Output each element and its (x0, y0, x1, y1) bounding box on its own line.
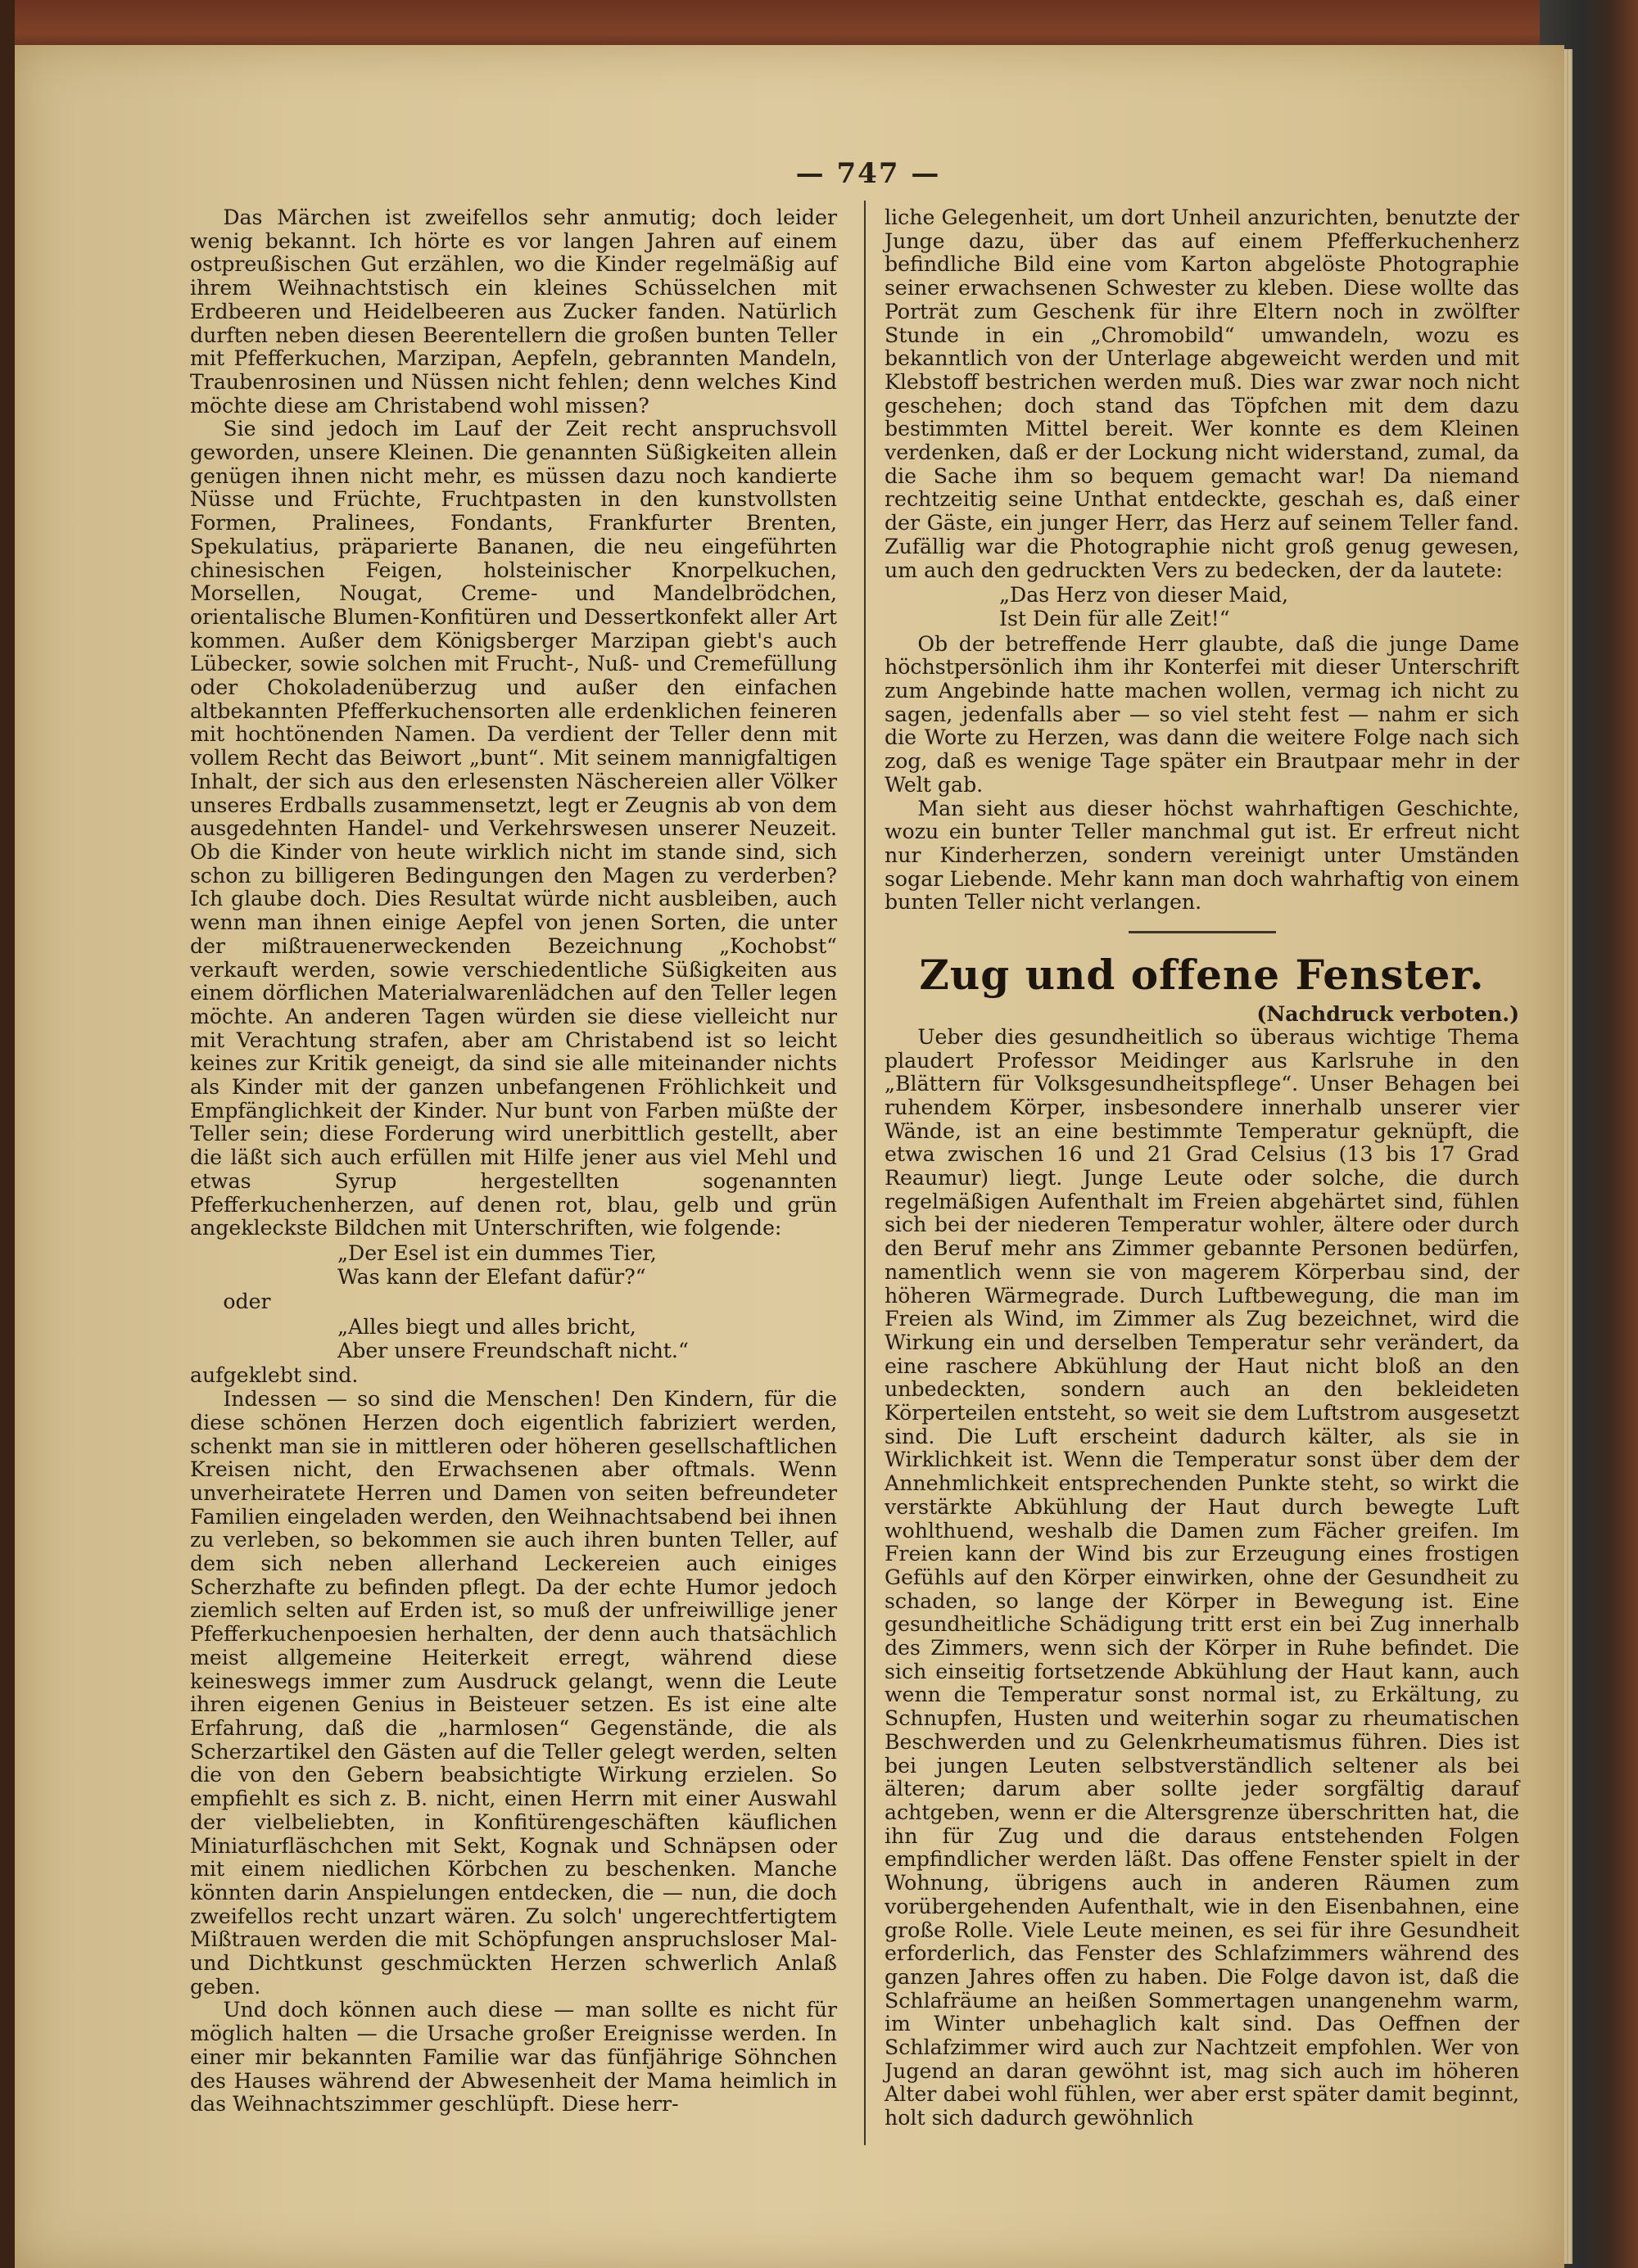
paragraph: Man sieht aus dieser höchst wahrhaftigen Geschichte, wozu ein bunter Teller manchmal gut ist. Er erfreut nicht nur Kinderherzen, sondern vereinigt unter Umständen sogar Liebende. Mehr kann man doch wahrhaftig von einem bunten Teller nicht verlangen. (885, 796, 1519, 915)
verse-line: Was kann der Elefant dafür?“ (337, 1264, 646, 1289)
paragraph: Und doch können auch diese — man sollte es nicht für möglich halten — die Ursache großer Ereignisse werden. In einer mir bekannten Familie war das fünfjährige Söhnchen des Hauses während der Abwesenheit der Mama heimlich in das Weihnachtszimmer geschlüpft. Diese herr- (190, 1998, 837, 2117)
left-column (190, 206, 837, 2117)
verse (337, 1316, 837, 1362)
verse-line: „Der Esel ist ein dummes Tier, (337, 1240, 657, 1265)
reprint-note: (Nachdruck verboten.) (1256, 1001, 1519, 1027)
verse (999, 584, 1519, 630)
verse (337, 1242, 837, 1289)
connector-word: oder (223, 1290, 271, 1314)
paragraph: Sie sind jedoch im Lauf der Zeit recht anspruchsvoll geworden, unsere Kleinen. Die genannten Süßigkeiten allein genügen ihnen nicht mehr, es müssen dazu noch kandierte Nüsse und Früchte, Fruchtpasten in den kunstvollsten Formen, Pralinees, Fondants, Frankfurter Brenten, Spekulatius, präparierte Bananen, die neu eingeführten chinesischen Feigen, holsteinischer Knorpelkuchen, Morsellen, Nougat, Creme- und Mandelbrödchen, orientalische Blumen-Konfitüren und Dessertkonfekt aller Art kommen. Außer dem Königsberger Marzipan giebt's auch Lübecker, sowie solchen mit Frucht-, Nuß- und Cremefüllung oder Chokoladenüberzug und außer den einfachen altbekannten Pfefferkuchensorten alle erdenklichen feineren mit hochtönenden Namen. Da verdient der Teller denn mit vollem Recht das Beiwort „bunt“. Mit seinem mannigfaltigen Inhalt, der sich aus den erlesensten Näschereien aller Völker unseres Erdballs zusammensetzt, legt er Zeugnis ab von dem ausgedehnten Handel- und Verkehrswesen unserer Neuzeit. Ob die Kinder von heute wirklich nicht im stande sind, sich schon zu billigeren Bedingungen den Magen zu verderben? Ich glaube doch. Dies Resultat würde nicht ausbleiben, auch wenn man ihnen einige Aepfel von jenen Sorten, die unter der mißtrauenerweckenden Bezeichnung „Kochobst“ verkauft werden, sowie verschiedentliche Süßigkeiten aus einem dörflichen Materialwarenlädchen auf den Teller legen möchte. An anderen Tagen würden sie diese vielleicht nur mit Verachtung strafen, aber am Christabend ist so leicht keines zur Kritik geneigt, da sind sie alle miteinander nichts als Kinder mit der ganzen unbefangenen Fröhlichkeit und Empfänglichkeit der Kinder. Nur bunt von Farben müßte der Teller sein; diese Forderung wird unerbittlich gestellt, aber die läßt sich auch erfüllen mit Hilfe jener aus viel Mehl und etwas Syrup hergestellten sogenannten Pfefferkuchenherzen, auf denen rot, blau, gelb und grün angekleckste Bildchen mit Unterschriften, wie folgende: (190, 417, 837, 1240)
paragraph: liche Gelegenheit, um dort Unheil anzurichten, benutzte der Junge dazu, über das auf einem Pfefferkuchenherz befindliche Bild eine vom Karton abgelöste Photographie seiner erwachsenen Schwester zu kleben. Diese wollte das Porträt zum Geschenk für ihre Eltern noch in zwölfter Stunde in ein „Chromobild“ umwandeln, wozu es bekanntlich von der Unterlage abgeweicht werden und mit Klebstoff bestrichen werden muß. Dies war zwar noch nicht geschehen; doch stand das Töpfchen mit dem dazu bestimmten Mittel bereit. Wer konnte es dem Kleinen verdenken, daß er der Lockung nicht widerstand, zumal, da die Sache ihm so bequem gemacht war! Da niemand rechtzeitig seine Unthat entdeckte, geschah es, daß einer der Gäste, ein junger Herr, das Herz auf seinem Teller fand. Zufällig war die Photographie nicht groß genug gewesen, um auch den gedruckten Vers zu bedecken, der da lautete: (885, 206, 1519, 582)
page-number: — 747 — (795, 157, 941, 190)
section-divider (1129, 931, 1276, 933)
paragraph: Ueber dies gesundheitlich so überaus wichtige Thema plaudert Professor Meidinger aus Karlsruhe in den „Blättern für Volksgesundheitspflege“. Unser Behagen bei ruhendem Körper, insbesondere innerhalb unserer vier Wände, ist an eine bestimmte Temperatur geknüpft, die etwa zwischen 16 und 21 Grad Celsius (13 bis 17 Grad Reaumur) liegt. Junge Leute oder solche, die durch regelmäßigen Aufenthalt im Freien abgehärtet sind, fühlen sich bei der niederen Temperatur wohler, ältere oder durch den Beruf mehr ans Zimmer gebannte Personen bedürfen, namentlich wenn sie von magerem Körperbau sind, der höheren Wärmegrade. Durch Luftbewegung, die man im Freien als Wind, im Zimmer als Zug bezeichnet, wird die Wirkung ein und derselben Temperatur sehr verändert, da eine raschere Abkühlung der Haut nicht bloß an den unbedeckten, sondern auch an den bekleideten Körperteilen entsteht, so weit sie dem Luftstrom ausgesetzt sind. Die Luft erscheint dadurch kälter, als sie in Wirklichkeit ist. Wenn die Temperatur sonst über dem der Annehmlichkeit entsprechenden Punkte steht, so wirkt die verstärkte Abkühlung der Haut durch bewegte Luft wohlthuend, weshalb die Damen zum Fächer greifen. Im Freien kann der Wind bis zur Erzeugung eines frostigen Gefühls auf den Körper einwirken, ohne der Gesundheit zu schaden, so lange der Körper in Bewegung ist. Eine gesundheitliche Schädigung tritt erst ein bei Zug innerhalb des Zimmers, wenn sich der Körper in Ruhe befindet. Die sich einseitig fortsetzende Abkühlung der Haut kann, auch wenn die Temperatur sonst normal ist, zu Erkältung, zu Schnupfen, Husten und weiterhin sogar zu rheumatischen Beschwerden und zu Gelenkrheumatismus führen. Dies ist bei jungen Leuten selbstverständlich seltener als bei älteren; darum aber sollte jeder sorgfältig darauf achtgeben, wenn er die Altersgrenze überschritten hat, die ihn für Zug und die daraus entstehenden Folgen empfindlicher werden läßt. Das offene Fenster spielt in der Wohnung, übrigens auch in anderen Räumen zum vorübergehenden Aufenthalt, wie in den Eisenbahnen, eine große Rolle. Viele Leute meinen, es sei für ihre Gesundheit erforderlich, das Fenster des Schlafzimmers während des ganzen Jahres offen zu haben. Die Folge davon ist, daß die Schlafräume an heißen Sommertagen unangenehm warm, im Winter unbehaglich kalt sind. Das Oeffnen der Schlafzimmer wird auch zur Nachtzeit empfohlen. Wer von Jugend an daran gewöhnt ist, mag sich auch im höheren Alter dabei wohl fühlen, wer aber erst später damit beginnt, holt sich dadurch gewöhnlich (885, 1024, 1519, 2130)
verse-line: „Das Herz von dieser Maid, (999, 583, 1288, 608)
paragraph: aufgeklebt sind. (190, 1363, 359, 1388)
column-divider (864, 201, 866, 2145)
paragraph: Indessen — so sind die Menschen! Den Kindern, für die diese schönen Herzen doch eigentlich fabriziert werden, schenkt man sie in mittleren oder höheren gesellschaftlichen Kreisen nicht, den Erwachsenen aber oftmals. Wenn unverheiratete Herren und Damen von seiten befreundeter Familien eingeladen werden, den Weihnachtsabend bei ihnen zu verleben, so bekommen sie auch ihren bunten Teller, auf dem sich neben allerhand Leckereien auch einiges Scherzhafte zu befinden pflegt. Da der echte Humor jedoch ziemlich selten auf Erden ist, so muß der unfreiwillige jener Pfefferkuchenpoesien herhalten, der denn auch thatsächlich meist allgemeine Heiterkeit erregt, während diese keineswegs immer zum Ausdruck gelangt, wenn die Leute ihren eigenen Genius in Beisteuer setzen. Es ist eine alte Erfahrung, daß die „harmlosen“ Gegenstände, die als Scherzartikel den Gästen auf die Teller gelegt werden, selten die von den Gebern beabsichtigte Wirkung erzielen. So empfiehlt es sich z. B. nicht, einen Herrn mit einer Auswahl der vielbeliebten, in Konfitürengeschäften käuflichen Miniaturfläschchen mit Sekt, Kognak und Schnäpsen oder mit einem niedlichen Körbchen zu beschenken. Manche könnten darin Anspielungen entdecken, die — nun, die doch zweifellos recht unzart wären. Zu solch' ungerechtfertigtem Mißtrauen werden die mit Schöpfungen anspruchsloser Mal- und Dichtkunst geschmückten Herzen schwerlich Anlaß geben. (190, 1387, 837, 1999)
verse-line: Aber unsere Freundschaft nicht.“ (337, 1338, 689, 1362)
verse-line: Ist Dein für alle Zeit!“ (999, 606, 1230, 630)
paragraph: Das Märchen ist zweifellos sehr anmutig; doch leider wenig bekannt. Ich hörte es vor langen Jahren auf einem ostpreußischen Gut erzählen, wo die Kinder regelmäßig auf ihrem Weihnachtstisch ein kleines Schüsselchen mit Erdbeeren und Heidelbeeren aus Zucker fanden. Natürlich durften neben diesen Beerentellern die großen bunten Teller mit Pfefferkuchen, Marzipan, Aepfeln, gebrannten Mandeln, Traubenrosinen und Nüssen nicht fehlen; denn welches Kind möchte diese am Christabend wohl missen? (190, 206, 837, 418)
article-heading: Zug und offene Fenster. (919, 951, 1485, 1000)
right-column (885, 206, 1519, 2130)
book-binding-left (0, 0, 15, 2268)
paragraph: Ob der betreffende Herr glaubte, daß die junge Dame höchstpersönlich ihm ihr Konterfei mit dieser Unterschrift zum Angebinde hatte machen wollen, vermag ich nicht zu sagen, jedenfalls aber — so viel steht fest — nahm er sich die Worte zu Herzen, was dann die weitere Folge nach sich zog, daß es wenige Tage später ein Brautpaar mehr in der Welt gab. (885, 631, 1519, 797)
verse-line: „Alles biegt und alles bricht, (337, 1315, 636, 1340)
